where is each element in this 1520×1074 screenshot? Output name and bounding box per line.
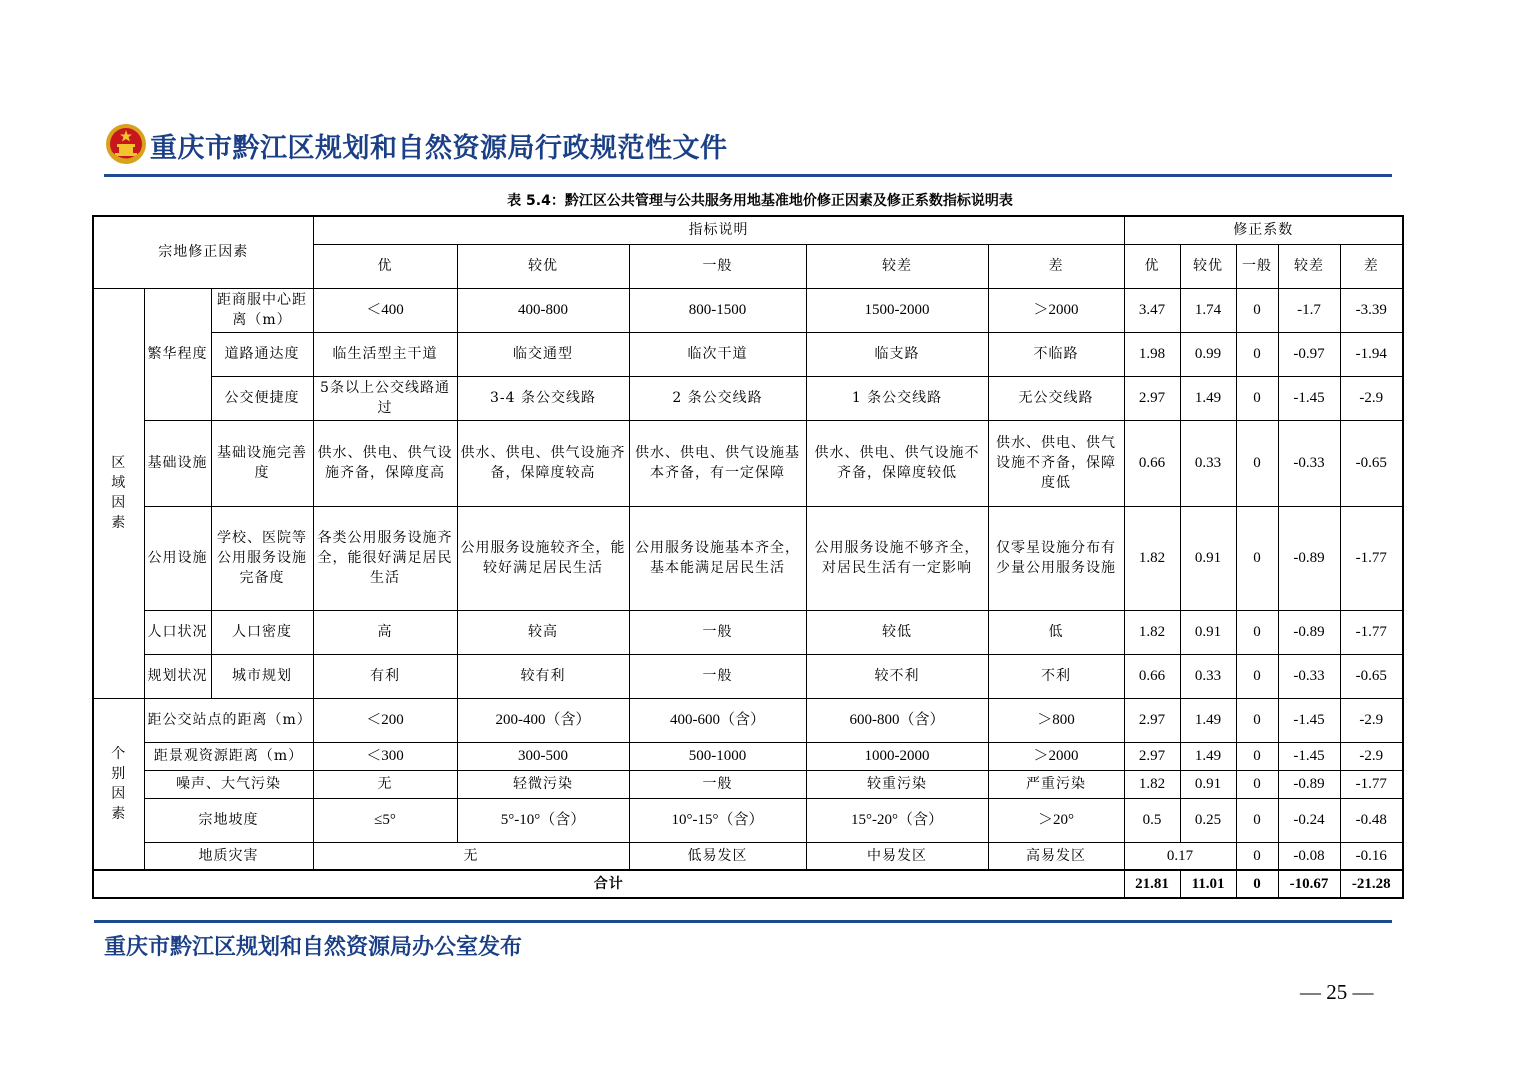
table-row [93, 698, 1403, 742]
subgroup-prosperity: 繁华程度 [144, 288, 211, 420]
grade-cell: 1 条公交线路 [806, 376, 988, 420]
table-row [93, 420, 1403, 506]
grade-header: 优 [313, 244, 457, 288]
coef-cell: 0 [1236, 288, 1278, 332]
coef-grade-header: 差 [1340, 244, 1403, 288]
coef-cell: 0 [1236, 698, 1278, 742]
grade-cell: 15°-20°（含） [806, 798, 988, 842]
table-row [93, 770, 1403, 798]
grade-cell: 供水、供电、供气设施不齐备，保障度较低 [806, 420, 988, 506]
coef-cell: -2.9 [1340, 742, 1403, 770]
coef-cell: -1.45 [1278, 698, 1340, 742]
grade-cell: ＞800 [988, 698, 1124, 742]
factor-header: 宗地修正因素 [93, 216, 313, 288]
document-header [104, 120, 1392, 178]
grade-cell: ＜300 [313, 742, 457, 770]
grade-cell: 较高 [457, 610, 629, 654]
grade-cell: 5°-10°（含） [457, 798, 629, 842]
coef-cell: 0 [1236, 420, 1278, 506]
national-emblem-icon [104, 122, 148, 166]
group-label-individual [93, 698, 144, 870]
coef-cell: 0.91 [1180, 770, 1236, 798]
grade-cell: 一般 [629, 654, 806, 698]
coef-cell: 0.25 [1180, 798, 1236, 842]
coef-cell: 1.74 [1180, 288, 1236, 332]
grade-cell: 400-600（含） [629, 698, 806, 742]
coef-cell: 0 [1236, 506, 1278, 610]
coef-cell: -1.94 [1340, 332, 1403, 376]
grade-header: 差 [988, 244, 1124, 288]
coef-cell: -1.45 [1278, 376, 1340, 420]
grade-cell-merged: 无 [313, 842, 629, 870]
grade-cell: 不利 [988, 654, 1124, 698]
coef-cell: 0.66 [1124, 654, 1180, 698]
coef-grade-header: 优 [1124, 244, 1180, 288]
total-cell: 21.81 [1124, 870, 1180, 898]
grade-cell: 无 [313, 770, 457, 798]
row-name: 人口密度 [211, 610, 313, 654]
coef-cell: 1.82 [1124, 506, 1180, 610]
coef-cell: 0 [1236, 376, 1278, 420]
row-name: 基础设施完善度 [211, 420, 313, 506]
table-row [93, 610, 1403, 654]
coef-cell: 2.97 [1124, 376, 1180, 420]
grade-cell: 一般 [629, 770, 806, 798]
coef-cell: -3.39 [1340, 288, 1403, 332]
coef-grade-header: 较差 [1278, 244, 1340, 288]
coef-cell: 1.82 [1124, 610, 1180, 654]
grade-cell: 300-500 [457, 742, 629, 770]
coef-cell: -0.24 [1278, 798, 1340, 842]
row-name: 距商服中心距离（m） [211, 288, 313, 332]
total-label: 合计 [93, 870, 1124, 898]
grade-cell: ≤5° [313, 798, 457, 842]
coef-header: 修正系数 [1124, 216, 1403, 244]
coef-grade-header: 较优 [1180, 244, 1236, 288]
coef-cell: 2.97 [1124, 742, 1180, 770]
coef-cell: 3.47 [1124, 288, 1180, 332]
row-name: 距景观资源距离（m） [144, 742, 313, 770]
total-cell: 11.01 [1180, 870, 1236, 898]
grade-header: 较差 [806, 244, 988, 288]
coef-cell: -0.97 [1278, 332, 1340, 376]
coef-cell: 1.49 [1180, 698, 1236, 742]
grade-cell: 一般 [629, 610, 806, 654]
row-name: 距公交站点的距离（m） [144, 698, 313, 742]
coef-cell: -0.89 [1278, 610, 1340, 654]
coef-cell: 0 [1236, 842, 1278, 870]
coef-cell-merged: 0.17 [1124, 842, 1236, 870]
coef-cell: 0.66 [1124, 420, 1180, 506]
row-name: 地质灾害 [144, 842, 313, 870]
coef-cell: 1.98 [1124, 332, 1180, 376]
grade-cell: 中易发区 [806, 842, 988, 870]
subgroup-planning: 规划状况 [144, 654, 211, 698]
grade-cell: 3-4 条公交线路 [457, 376, 629, 420]
coef-cell: -0.08 [1278, 842, 1340, 870]
coef-cell: -1.7 [1278, 288, 1340, 332]
grade-cell: 轻微污染 [457, 770, 629, 798]
row-name: 噪声、大气污染 [144, 770, 313, 798]
grade-cell: ＜200 [313, 698, 457, 742]
coef-cell: 0.33 [1180, 420, 1236, 506]
grade-cell: 800-1500 [629, 288, 806, 332]
grade-cell: 10°-15°（含） [629, 798, 806, 842]
total-cell: -21.28 [1340, 870, 1403, 898]
coef-cell: -1.77 [1340, 506, 1403, 610]
coef-cell: -1.77 [1340, 770, 1403, 798]
table-row [93, 332, 1403, 376]
grade-cell: 临交通型 [457, 332, 629, 376]
grade-cell: 低易发区 [629, 842, 806, 870]
row-name: 宗地坡度 [144, 798, 313, 842]
coef-cell: 0 [1236, 610, 1278, 654]
coef-cell: 0.99 [1180, 332, 1236, 376]
subgroup-infra: 基础设施 [144, 420, 211, 506]
coef-cell: -0.33 [1278, 654, 1340, 698]
grade-cell: 500-1000 [629, 742, 806, 770]
grade-cell: ＞20° [988, 798, 1124, 842]
grade-cell: 有利 [313, 654, 457, 698]
coef-cell: 0 [1236, 654, 1278, 698]
grade-cell: 不临路 [988, 332, 1124, 376]
page-number: — 25 — [1300, 980, 1374, 1004]
grade-cell: 无公交线路 [988, 376, 1124, 420]
coef-cell: 1.82 [1124, 770, 1180, 798]
grade-cell: 较重污染 [806, 770, 988, 798]
grade-cell: 400-800 [457, 288, 629, 332]
grade-header: 较优 [457, 244, 629, 288]
grade-cell: 较低 [806, 610, 988, 654]
coef-cell: 0 [1236, 332, 1278, 376]
total-cell: -10.67 [1278, 870, 1340, 898]
coef-cell: 0.91 [1180, 506, 1236, 610]
subgroup-public: 公用设施 [144, 506, 211, 610]
coef-cell: -2.9 [1340, 698, 1403, 742]
grade-cell: 高易发区 [988, 842, 1124, 870]
grade-cell: 公用服务设施较齐全，能较好满足居民生活 [457, 506, 629, 610]
grade-cell: 200-400（含） [457, 698, 629, 742]
coef-cell: -0.89 [1278, 770, 1340, 798]
table-row [93, 742, 1403, 770]
coef-cell: 0 [1236, 770, 1278, 798]
coef-cell: 0.33 [1180, 654, 1236, 698]
grade-cell: 较不利 [806, 654, 988, 698]
total-row [93, 870, 1403, 898]
grade-cell: ＞2000 [988, 742, 1124, 770]
grade-cell: ＜400 [313, 288, 457, 332]
coef-cell: -1.45 [1278, 742, 1340, 770]
coef-cell: -0.16 [1340, 842, 1403, 870]
group-area-text: 区域因素 [111, 455, 127, 531]
grade-cell: 低 [988, 610, 1124, 654]
coef-cell: -0.33 [1278, 420, 1340, 506]
grade-cell: 2 条公交线路 [629, 376, 806, 420]
row-name: 公交便捷度 [211, 376, 313, 420]
coef-cell: 0 [1236, 742, 1278, 770]
row-name: 学校、医院等公用服务设施完备度 [211, 506, 313, 610]
grade-cell: 仅零星设施分布有少量公用服务设施 [988, 506, 1124, 610]
grade-cell: 公用服务设施基本齐全，基本能满足居民生活 [629, 506, 806, 610]
coef-cell: -2.9 [1340, 376, 1403, 420]
coef-cell: -0.89 [1278, 506, 1340, 610]
group-label-area [93, 288, 144, 698]
grade-cell: 600-800（含） [806, 698, 988, 742]
coef-cell: 0 [1236, 798, 1278, 842]
coef-cell: -0.65 [1340, 420, 1403, 506]
grade-cell: 供水、供电、供气设施不齐备，保障度低 [988, 420, 1124, 506]
row-name: 道路通达度 [211, 332, 313, 376]
group-individual-text: 个别因素 [111, 745, 127, 822]
grade-cell: 临支路 [806, 332, 988, 376]
coef-grade-header: 一般 [1236, 244, 1278, 288]
table-row [93, 288, 1403, 332]
coef-cell: 1.49 [1180, 376, 1236, 420]
footer-title: 重庆市黔江区规划和自然资源局办公室发布 [104, 934, 523, 960]
coef-cell: 2.97 [1124, 698, 1180, 742]
total-cell: 0 [1236, 870, 1278, 898]
coef-cell: 1.49 [1180, 742, 1236, 770]
grade-cell: 供水、供电、供气设施基本齐备，有一定保障 [629, 420, 806, 506]
table-row [93, 798, 1403, 842]
grade-cell: 公用服务设施不够齐全，对居民生活有一定影响 [806, 506, 988, 610]
header-title: 重庆市黔江区规划和自然资源局行政规范性文件 [150, 133, 728, 164]
coef-cell: -0.65 [1340, 654, 1403, 698]
grade-cell: 1500-2000 [806, 288, 988, 332]
footer-divider [94, 920, 1392, 923]
correction-factor-table [92, 215, 1404, 899]
table-caption: 表 5.4：黔江区公共管理与公共服务用地基准地价修正因素及修正系数指标说明表 [507, 193, 1013, 209]
grade-cell: 临生活型主干道 [313, 332, 457, 376]
indicator-header: 指标说明 [313, 216, 1124, 244]
row-name: 城市规划 [211, 654, 313, 698]
table-row [93, 376, 1403, 420]
grade-cell: 5条以上公交线路通过 [313, 376, 457, 420]
grade-header: 一般 [629, 244, 806, 288]
grade-cell: 临次干道 [629, 332, 806, 376]
header-divider [104, 174, 1392, 177]
grade-cell: 严重污染 [988, 770, 1124, 798]
coef-cell: 0.5 [1124, 798, 1180, 842]
coef-cell: -1.77 [1340, 610, 1403, 654]
table-row [93, 506, 1403, 610]
grade-cell: 供水、供电、供气设施齐备，保障度高 [313, 420, 457, 506]
grade-cell: 高 [313, 610, 457, 654]
grade-cell: 各类公用服务设施齐全，能很好满足居民生活 [313, 506, 457, 610]
table-row [93, 654, 1403, 698]
grade-cell: 供水、供电、供气设施齐备，保障度较高 [457, 420, 629, 506]
coef-cell: 0.91 [1180, 610, 1236, 654]
grade-cell: 1000-2000 [806, 742, 988, 770]
coef-cell: -0.48 [1340, 798, 1403, 842]
grade-cell: 较有利 [457, 654, 629, 698]
subgroup-population: 人口状况 [144, 610, 211, 654]
grade-cell: ＞2000 [988, 288, 1124, 332]
table-row [93, 842, 1403, 870]
